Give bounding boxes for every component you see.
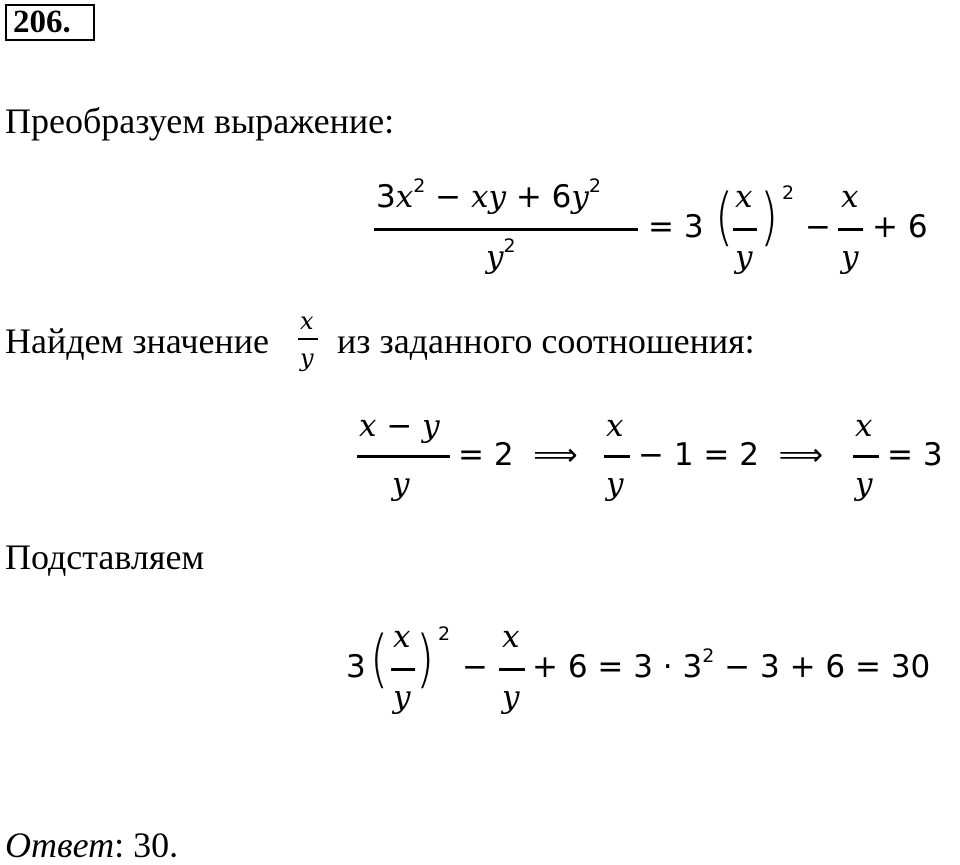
eq1-square: 2 [782,182,795,204]
eq2-denominator: y [392,466,410,502]
eq3-paren-y: y [393,679,411,715]
eq2-equals-two: = 2 ⟹ [458,437,578,473]
find-text-after: из заданного соотношения: [337,321,755,361]
eq1-paren-bar [733,228,757,231]
eq3-paren-bar [391,668,415,671]
inline-frac-bar [298,338,318,340]
answer-label: Ответ [5,825,115,865]
substitute-text: Подставляем [5,537,205,577]
inline-frac-y: y [300,344,314,372]
eq1-paren-x: x [735,179,753,215]
eq2-equals-three: = 3 [887,437,943,473]
eq2-bar-1 [357,455,450,458]
eq1-paren-y: y [735,239,753,275]
eq1-fraction-bar [374,228,638,231]
eq1-equals-three: = 3 [648,209,704,245]
eq3-rest: + $6 = 3 \cdot 3^2 - 3 + 6 = 30$ [532,645,931,685]
eq3-y: y [502,679,520,715]
eq2-numerator: x − y [359,408,440,444]
eq1-y: y [841,239,859,275]
inline-frac-x: x [300,307,314,335]
eq1-minus: − [805,209,831,245]
eq1-denominator: $y^2$ [486,235,516,275]
eq1-bar-2 [838,228,863,231]
eq2-x-2: x [855,408,873,444]
eq2-y: y [606,466,624,502]
eq2-y-2: y [855,466,873,502]
eq2-bar-3 [853,455,879,458]
answer-value: : 30. [114,825,179,865]
eq1-plus-six: + 6 [872,209,928,245]
answer [5,825,178,865]
eq2-x: x [606,408,624,444]
eq3-right-paren: ) [416,622,435,695]
eq3-square: 2 [438,623,451,645]
eq2-minus-one: − 1 = 2 ⟹ [638,437,824,473]
find-text-before: Найдем значение [5,321,269,361]
eq1-numerator: $3x^2$ − xy + $6y^2$ [376,175,602,215]
eq1-x: x [841,179,859,215]
eq1-right-paren: ) [760,180,779,253]
problem-number: 206. [5,4,95,41]
eq3-paren-x: x [393,619,411,655]
eq1-left-paren: ( [715,180,734,253]
eq2-bar-2 [604,455,630,458]
eq3-bar [499,668,525,671]
eq3-x: x [502,619,520,655]
eq3-minus: − [462,649,488,685]
eq3-three: 3 [346,649,366,685]
eq3-left-paren: ( [370,622,389,695]
intro-text: Преобразуем выражение: [5,101,395,141]
